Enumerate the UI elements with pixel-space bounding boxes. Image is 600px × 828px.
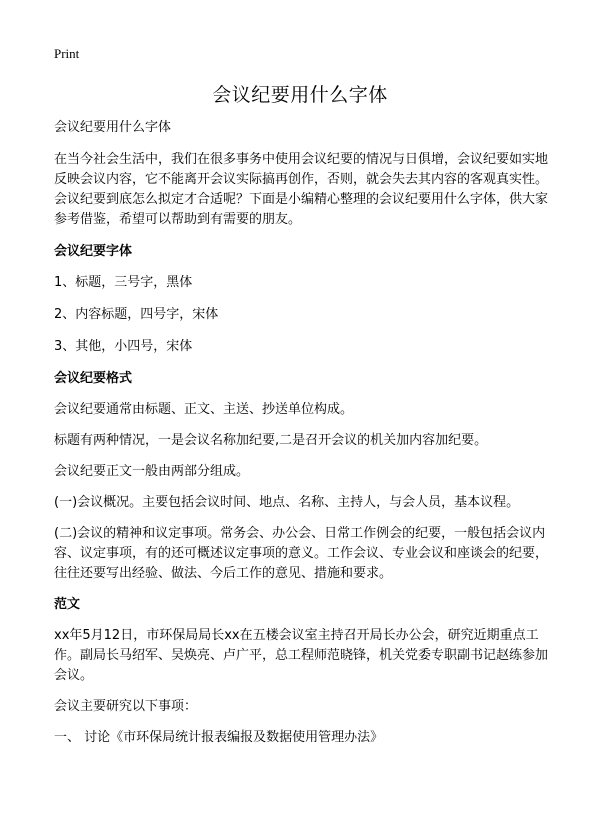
- paragraph: xx年5月12日，市环保局局长xx在五楼会议室主持召开局长办公会，研究近期重点工作。副局长马绍军、吴焕亮、卢广平，总工程师范晓锋，机关党委专职副书记赵练参加会议。: [54, 628, 549, 683]
- section-heading-format: 会议纪要格式: [54, 371, 133, 386]
- paragraph: (一)会议概况。主要包括会议时间、地点、名称、主持人，与会人员，基本议程。: [54, 495, 520, 510]
- print-link[interactable]: Print: [54, 46, 80, 61]
- page-title: 会议纪要用什么字体: [212, 84, 388, 106]
- article-subtitle: 会议纪要用什么字体: [54, 120, 172, 135]
- paragraph: 标题有两种情况，一是会议名称加纪要,二是召开会议的机关加内容加纪要。: [54, 433, 488, 448]
- paragraph: 会议纪要通常由标题、正文、主送、抄送单位构成。: [54, 402, 354, 417]
- list-item: 1、标题，三号字，黑体: [54, 275, 193, 290]
- list-item: 2、内容标题，四号字，宋体: [54, 307, 219, 322]
- article-body: [54, 118, 550, 759]
- intro-paragraph: 在当今社会生活中，我们在很多事务中使用会议纪要的情况与日俱增，会议纪要如实地反映会议内容，它不能离开会议实际搞再创作，否则，就会失去其内容的客观真实性。会议纪要到底怎么拟定才合适呢？下面是小编精心整理的会议纪要用什么字体，供大家参考借鉴，希望可以帮助到有需要的朋友。: [54, 152, 549, 227]
- list-item: 3、其他，小四号，宋体: [54, 339, 193, 354]
- section-heading-font: 会议纪要字体: [54, 244, 133, 259]
- paragraph: 会议纪要正文一般由两部分组成。: [54, 464, 250, 479]
- paragraph: 会议主要研究以下事项：: [54, 699, 198, 714]
- paragraph: 一、 讨论《市环保局统计报表编报及数据使用管理办法》: [54, 730, 384, 745]
- section-heading-example: 范文: [54, 597, 81, 612]
- paragraph: (二)会议的精神和议定事项。常务会、办公会、日常工作例会的纪要，一般包括会议内容、议定事项，有的还可概述议定事项的意义。工作会议、专业会议和座谈会的纪要，往往还要写出经验、做法、今后工作的意见、措施和要求。: [54, 526, 549, 581]
